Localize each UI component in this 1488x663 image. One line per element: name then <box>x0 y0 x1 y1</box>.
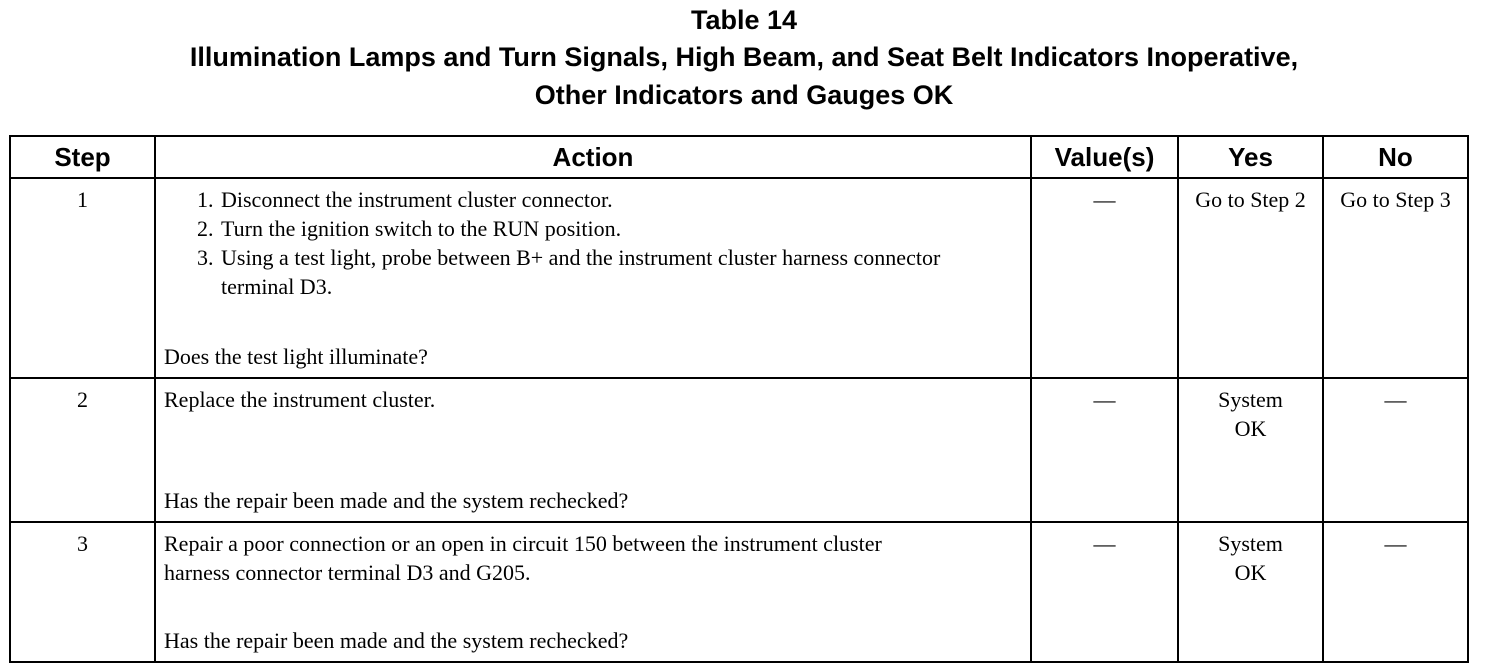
action-question: Has the repair been made and the system rechecked? <box>164 628 629 653</box>
header-values: Value(s) <box>1031 136 1178 178</box>
action-item: 1. Disconnect the instrument cluster connector. <box>219 185 1022 214</box>
value-cell: — <box>1031 522 1178 662</box>
table-title-line-1: Illumination Lamps and Turn Signals, High Beam, and Seat Belt Indicators Inoperative, <box>189 42 1299 72</box>
table-number: Table 14 <box>690 5 798 35</box>
action-cell <box>155 178 1031 378</box>
action-list <box>164 185 1022 301</box>
action-question: Has the repair been made and the system rechecked? <box>164 488 629 513</box>
value-cell: — <box>1031 178 1178 378</box>
action-item: 2. Turn the ignition switch to the RUN position. <box>219 214 1022 243</box>
header-action: Action <box>155 136 1031 178</box>
action-item: 3. Using a test light, probe between B+ and the instrument cluster harness connector terminal D3. <box>219 243 1022 301</box>
header-row <box>10 136 1468 178</box>
diagnostic-table <box>9 135 1469 663</box>
header-yes: Yes <box>1178 136 1323 178</box>
yes-cell: Go to Step 2 <box>1178 178 1323 378</box>
no-cell: — <box>1323 378 1468 522</box>
table-title-block <box>0 2 1488 114</box>
action-cell <box>155 522 1031 662</box>
no-cell: — <box>1323 522 1468 662</box>
action-text: Replace the instrument cluster. <box>164 387 436 412</box>
header-no: No <box>1323 136 1468 178</box>
header-step: Step <box>10 136 155 178</box>
action-text: Repair a poor connection or an open in circuit 150 between the instrument cluster harness connector terminal D3 and G205. <box>164 531 882 585</box>
yes-cell-text: System OK <box>1218 531 1283 585</box>
value-cell: — <box>1031 378 1178 522</box>
yes-cell <box>1178 522 1323 662</box>
action-question: Does the test light illuminate? <box>164 344 428 369</box>
table-row <box>10 178 1468 378</box>
yes-cell-text: System OK <box>1218 387 1283 441</box>
step-number: 2 <box>10 378 155 522</box>
table-row <box>10 378 1468 522</box>
step-number: 3 <box>10 522 155 662</box>
step-number: 1 <box>10 178 155 378</box>
yes-cell <box>1178 378 1323 522</box>
action-cell <box>155 378 1031 522</box>
table-row <box>10 522 1468 662</box>
no-cell: Go to Step 3 <box>1323 178 1468 378</box>
table-title-line-2: Other Indicators and Gauges OK <box>534 80 954 110</box>
